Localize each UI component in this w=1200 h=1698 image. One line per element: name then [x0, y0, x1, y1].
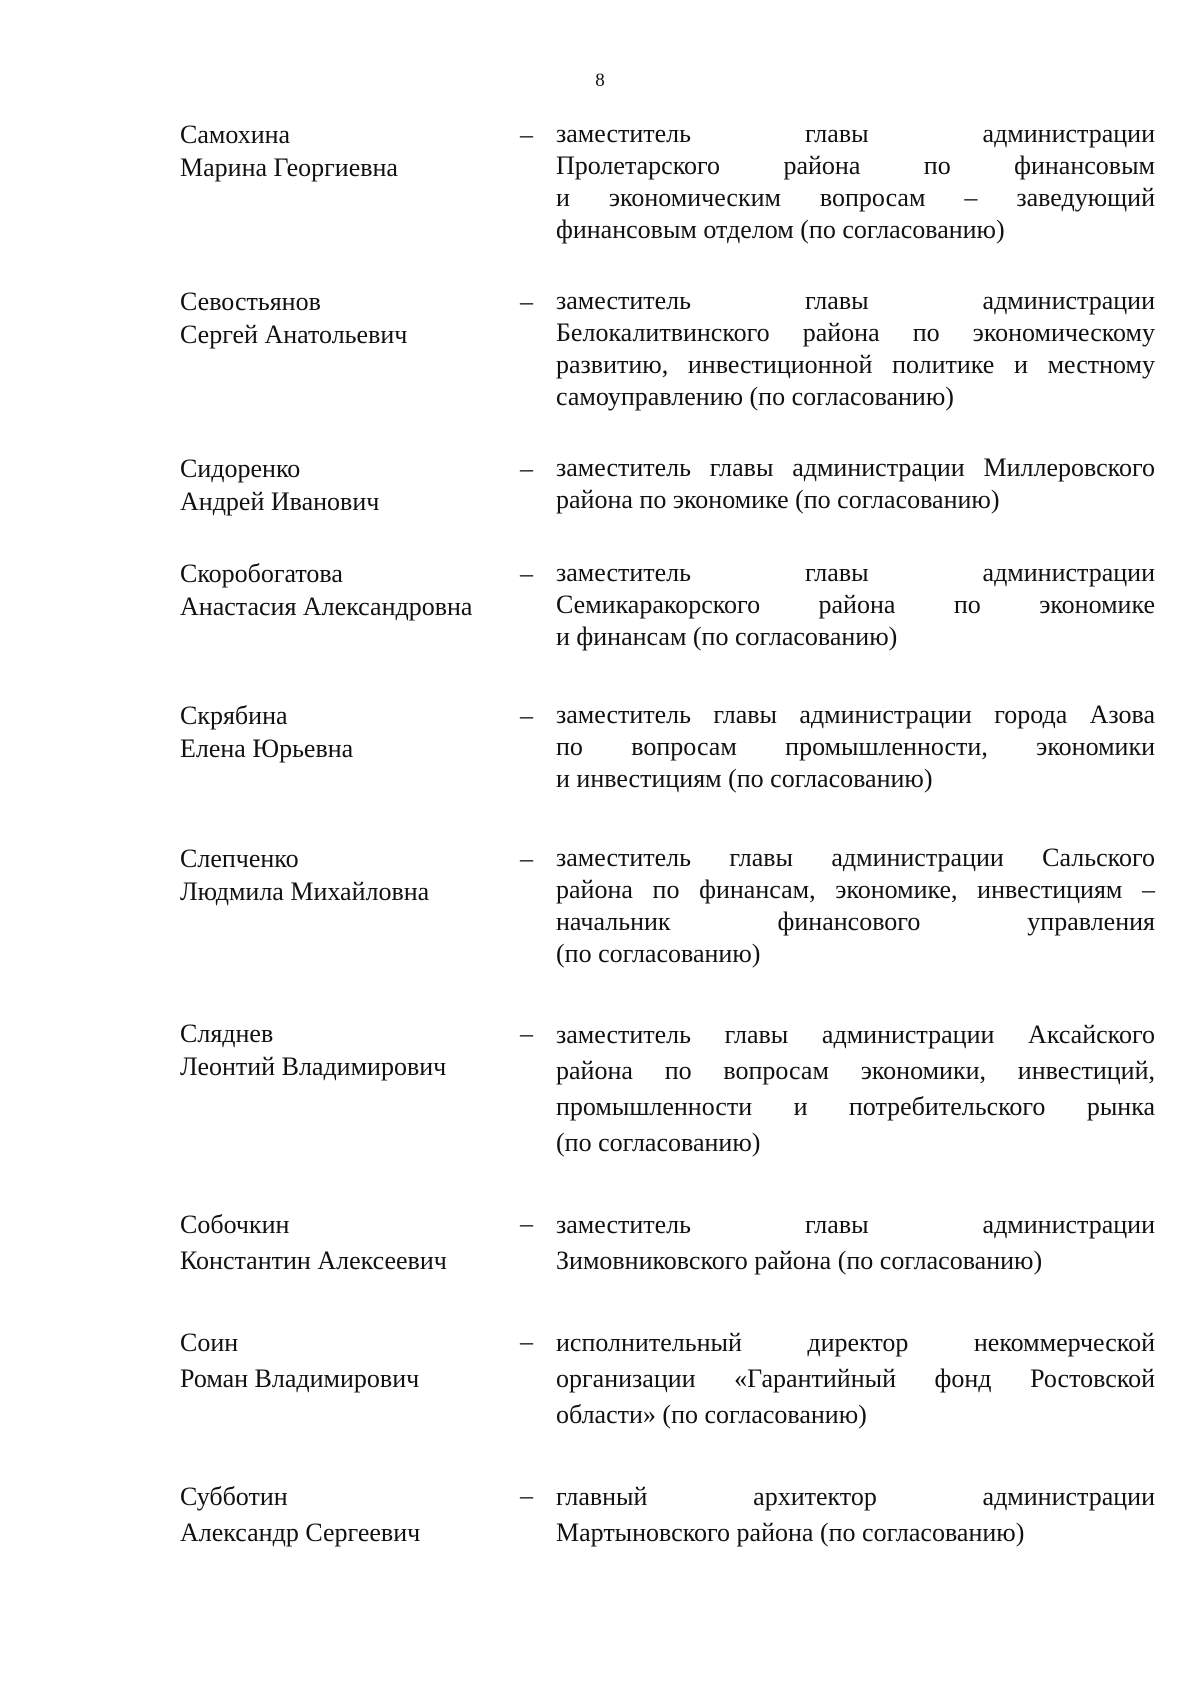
given-name: Сергей Анатольевич: [180, 320, 408, 349]
description-line: заместитель главы администрации: [556, 119, 1155, 148]
position-description: [556, 1207, 1155, 1279]
list-item: [180, 699, 1155, 839]
person-name: [180, 1207, 510, 1279]
description-line: Зимовниковского района (по согласованию): [556, 1246, 1043, 1275]
given-name: Андрей Иванович: [180, 487, 380, 516]
position-description: [556, 1479, 1155, 1551]
surname: Скрябина: [180, 701, 288, 730]
dash: –: [520, 701, 533, 730]
given-name: Александр Сергеевич: [180, 1518, 421, 1547]
person-name: [180, 557, 510, 623]
surname: Собочкин: [180, 1210, 290, 1239]
description-line: заместитель главы администрации: [556, 1210, 1155, 1239]
description-line: самоуправлению (по согласованию): [556, 382, 954, 411]
description-line: и инвестициям (по согласованию): [556, 764, 933, 793]
description-line: промышленности и потребительского рынка: [556, 1092, 1155, 1121]
given-name: Марина Георгиевна: [180, 153, 398, 182]
description-line: Пролетарского района по финансовым: [556, 151, 1155, 180]
description-line: заместитель главы администрации: [556, 558, 1155, 587]
person-name: [180, 1017, 510, 1083]
description-line: (по согласованию): [556, 1128, 761, 1157]
description-line: (по согласованию): [556, 939, 761, 968]
description-line: заместитель главы администрации Миллеровского: [556, 453, 1155, 482]
list-item: [180, 285, 1155, 425]
surname: Сляднев: [180, 1019, 274, 1048]
dash: –: [520, 287, 533, 316]
given-name: Елена Юрьевна: [180, 734, 354, 763]
given-name: Людмила Михайловна: [180, 877, 430, 906]
dash: –: [520, 1481, 533, 1510]
surname: Севостьянов: [180, 287, 321, 316]
dash: –: [520, 1327, 533, 1356]
position-description: [556, 1325, 1155, 1433]
surname: Скоробогатова: [180, 559, 343, 588]
surname: Самохина: [180, 120, 291, 149]
dash: –: [520, 844, 533, 873]
description-line: начальник финансового управления: [556, 907, 1155, 936]
list-item: [180, 842, 1155, 982]
position-description: [556, 1017, 1155, 1161]
description-line: Семикаракорского района по экономике: [556, 590, 1155, 619]
given-name: Роман Владимирович: [180, 1364, 420, 1393]
dash: –: [520, 559, 533, 588]
list-item: [180, 1017, 1155, 1157]
description-line: Мартыновского района (по согласованию): [556, 1518, 1025, 1547]
list-item: [180, 1325, 1155, 1465]
description-line: заместитель главы администрации Сальского: [556, 843, 1155, 872]
description-line: финансовым отделом (по согласованию): [556, 215, 1005, 244]
dash: –: [520, 1019, 533, 1048]
person-name: [180, 842, 510, 908]
description-line: исполнительный директор некоммерческой: [556, 1328, 1155, 1357]
given-name: Константин Алексеевич: [180, 1246, 447, 1275]
description-line: заместитель главы администрации города Азова: [556, 700, 1155, 729]
person-name: [180, 452, 510, 518]
surname: Соин: [180, 1328, 239, 1357]
given-name: Леонтий Владимирович: [180, 1052, 447, 1081]
dash: –: [520, 454, 533, 483]
surname: Слепченко: [180, 844, 299, 873]
list-item: [180, 557, 1155, 697]
surname: Сидоренко: [180, 454, 301, 483]
description-line: района по вопросам экономики, инвестиций,: [556, 1056, 1155, 1085]
description-line: Белокалитвинского района по экономическому: [556, 318, 1155, 347]
description-line: и экономическим вопросам – заведующий: [556, 183, 1155, 212]
position-description: [556, 118, 1155, 246]
page-number: 8: [595, 70, 605, 91]
dash: –: [520, 1209, 533, 1238]
position-description: [556, 699, 1155, 795]
person-name: [180, 1325, 510, 1397]
position-description: [556, 452, 1155, 516]
list-item: [180, 1479, 1155, 1619]
position-description: [556, 557, 1155, 653]
position-description: [556, 842, 1155, 970]
person-name: [180, 285, 510, 351]
description-line: заместитель главы администрации: [556, 286, 1155, 315]
description-line: района по экономике (по согласованию): [556, 485, 1000, 514]
description-line: области» (по согласованию): [556, 1400, 867, 1429]
person-name: [180, 699, 510, 765]
description-line: по вопросам промышленности, экономики: [556, 732, 1155, 761]
description-line: организации «Гарантийный фонд Ростовской: [556, 1364, 1155, 1393]
dash: –: [520, 120, 533, 149]
given-name: Анастасия Александровна: [180, 592, 473, 621]
description-line: главный архитектор администрации: [556, 1482, 1155, 1511]
description-line: и финансам (по согласованию): [556, 622, 898, 651]
person-name: [180, 118, 510, 184]
person-name: [180, 1479, 510, 1551]
description-line: района по финансам, экономике, инвестициям –: [556, 875, 1155, 904]
position-description: [556, 285, 1155, 413]
list-item: [180, 118, 1155, 258]
description-line: заместитель главы администрации Аксайского: [556, 1020, 1155, 1049]
surname: Субботин: [180, 1482, 288, 1511]
description-line: развитию, инвестиционной политике и местному: [556, 350, 1155, 379]
